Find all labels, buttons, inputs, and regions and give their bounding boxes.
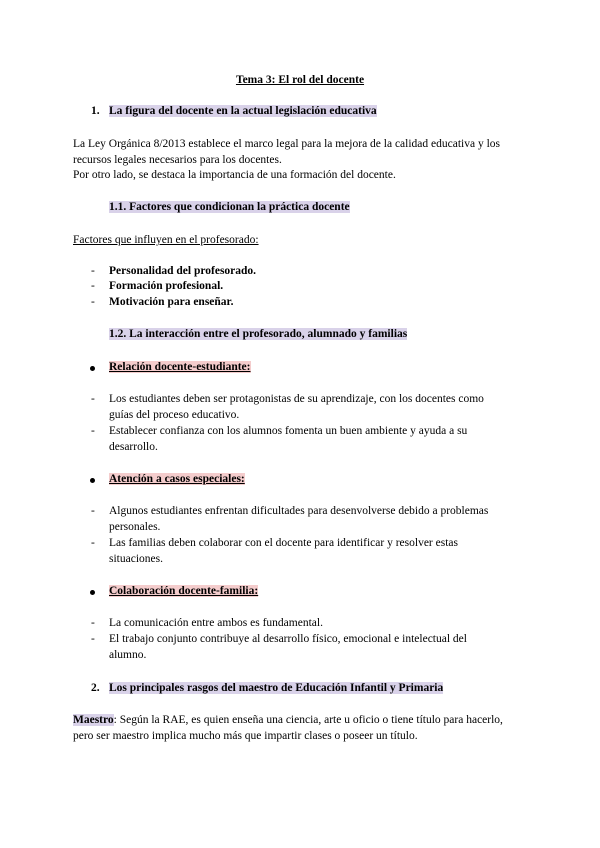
group-item-line: Algunos estudiantes enfrentan dificultades para desenvolverse debido a problemas	[109, 505, 489, 517]
group-title	[109, 472, 245, 487]
group-item-line: guías del proceso educativo.	[109, 409, 240, 421]
dash-marker: -	[91, 617, 95, 629]
group-title-text: Relación docente-estudiante:	[109, 361, 251, 373]
bullet-icon	[90, 366, 95, 371]
group-title	[109, 584, 258, 599]
maestro-term: Maestro	[73, 714, 114, 726]
group-item-line: Los estudiantes deben ser protagonistas de su aprendizaje, con los docentes como	[109, 393, 484, 405]
section-2-heading-text: Los principales rasgos del maestro de Educación Infantil y Primaria	[109, 682, 444, 694]
section-1-para-line-2: recursos legales necesarios para los docentes.	[73, 154, 282, 166]
factor-item: Motivación para enseñar.	[109, 296, 234, 308]
group-title	[109, 360, 251, 375]
group-item-line: alumno.	[109, 649, 147, 661]
section-1-heading-text: La figura del docente en la actual legislación educativa	[109, 105, 377, 117]
factor-item: Personalidad del profesorado.	[109, 265, 257, 277]
dash-marker: -	[91, 537, 95, 549]
factors-intro: Factores que influyen en el profesorado:	[73, 234, 259, 246]
dash-marker: -	[91, 280, 95, 292]
section-2-heading	[109, 681, 443, 696]
bullet-icon	[90, 478, 95, 483]
group-item-line: situaciones.	[109, 553, 163, 565]
group-item-line: personales.	[109, 521, 161, 533]
subsection-1-1-heading-text: 1.1. Factores que condicionan la práctica docente	[109, 201, 350, 213]
group-item-line: Las familias deben colaborar con el docente para identificar y resolver estas	[109, 537, 458, 549]
dash-marker: -	[91, 633, 95, 645]
dash-marker: -	[91, 393, 95, 405]
subsection-1-1-heading	[109, 200, 350, 215]
dash-marker: -	[91, 505, 95, 517]
subsection-1-2-heading	[109, 327, 407, 342]
subsection-1-2-heading-text: 1.2. La interacción entre el profesorado, alumnado y familias	[109, 328, 408, 340]
maestro-definition-line-1	[73, 713, 503, 728]
dash-marker: -	[91, 265, 95, 277]
maestro-definition-line-2: pero ser maestro implica mucho más que impartir clases o poseer un título.	[73, 730, 418, 742]
section-1-number: 1.	[91, 105, 100, 117]
section-1-para-line-1: La Ley Orgánica 8/2013 establece el marco legal para la mejora de la calidad educativa y los	[73, 138, 501, 150]
dash-marker: -	[91, 296, 95, 308]
section-1-heading	[109, 104, 377, 119]
group-item-line: La comunicación entre ambos es fundamental.	[109, 617, 323, 629]
maestro-definition-first: : Según la RAE, es quien enseña una ciencia, arte u oficio o tiene título para hacerlo,	[113, 714, 503, 726]
factor-item: Formación profesional.	[109, 280, 224, 292]
group-title-text: Atención a casos especiales:	[109, 473, 245, 485]
group-title-text: Colaboración docente-familia:	[109, 585, 259, 597]
page-title: Tema 3: El rol del docente	[235, 74, 365, 86]
group-item-line: desarrollo.	[109, 441, 158, 453]
dash-marker: -	[91, 425, 95, 437]
section-1-para-line-3: Por otro lado, se destaca la importancia de una formación del docente.	[73, 169, 396, 181]
section-2-number: 2.	[91, 682, 100, 694]
bullet-icon	[90, 590, 95, 595]
group-item-line: El trabajo conjunto contribuye al desarrollo físico, emocional e intelectual del	[109, 633, 467, 645]
group-item-line: Establecer confianza con los alumnos fomenta un buen ambiente y ayuda a su	[109, 425, 468, 437]
